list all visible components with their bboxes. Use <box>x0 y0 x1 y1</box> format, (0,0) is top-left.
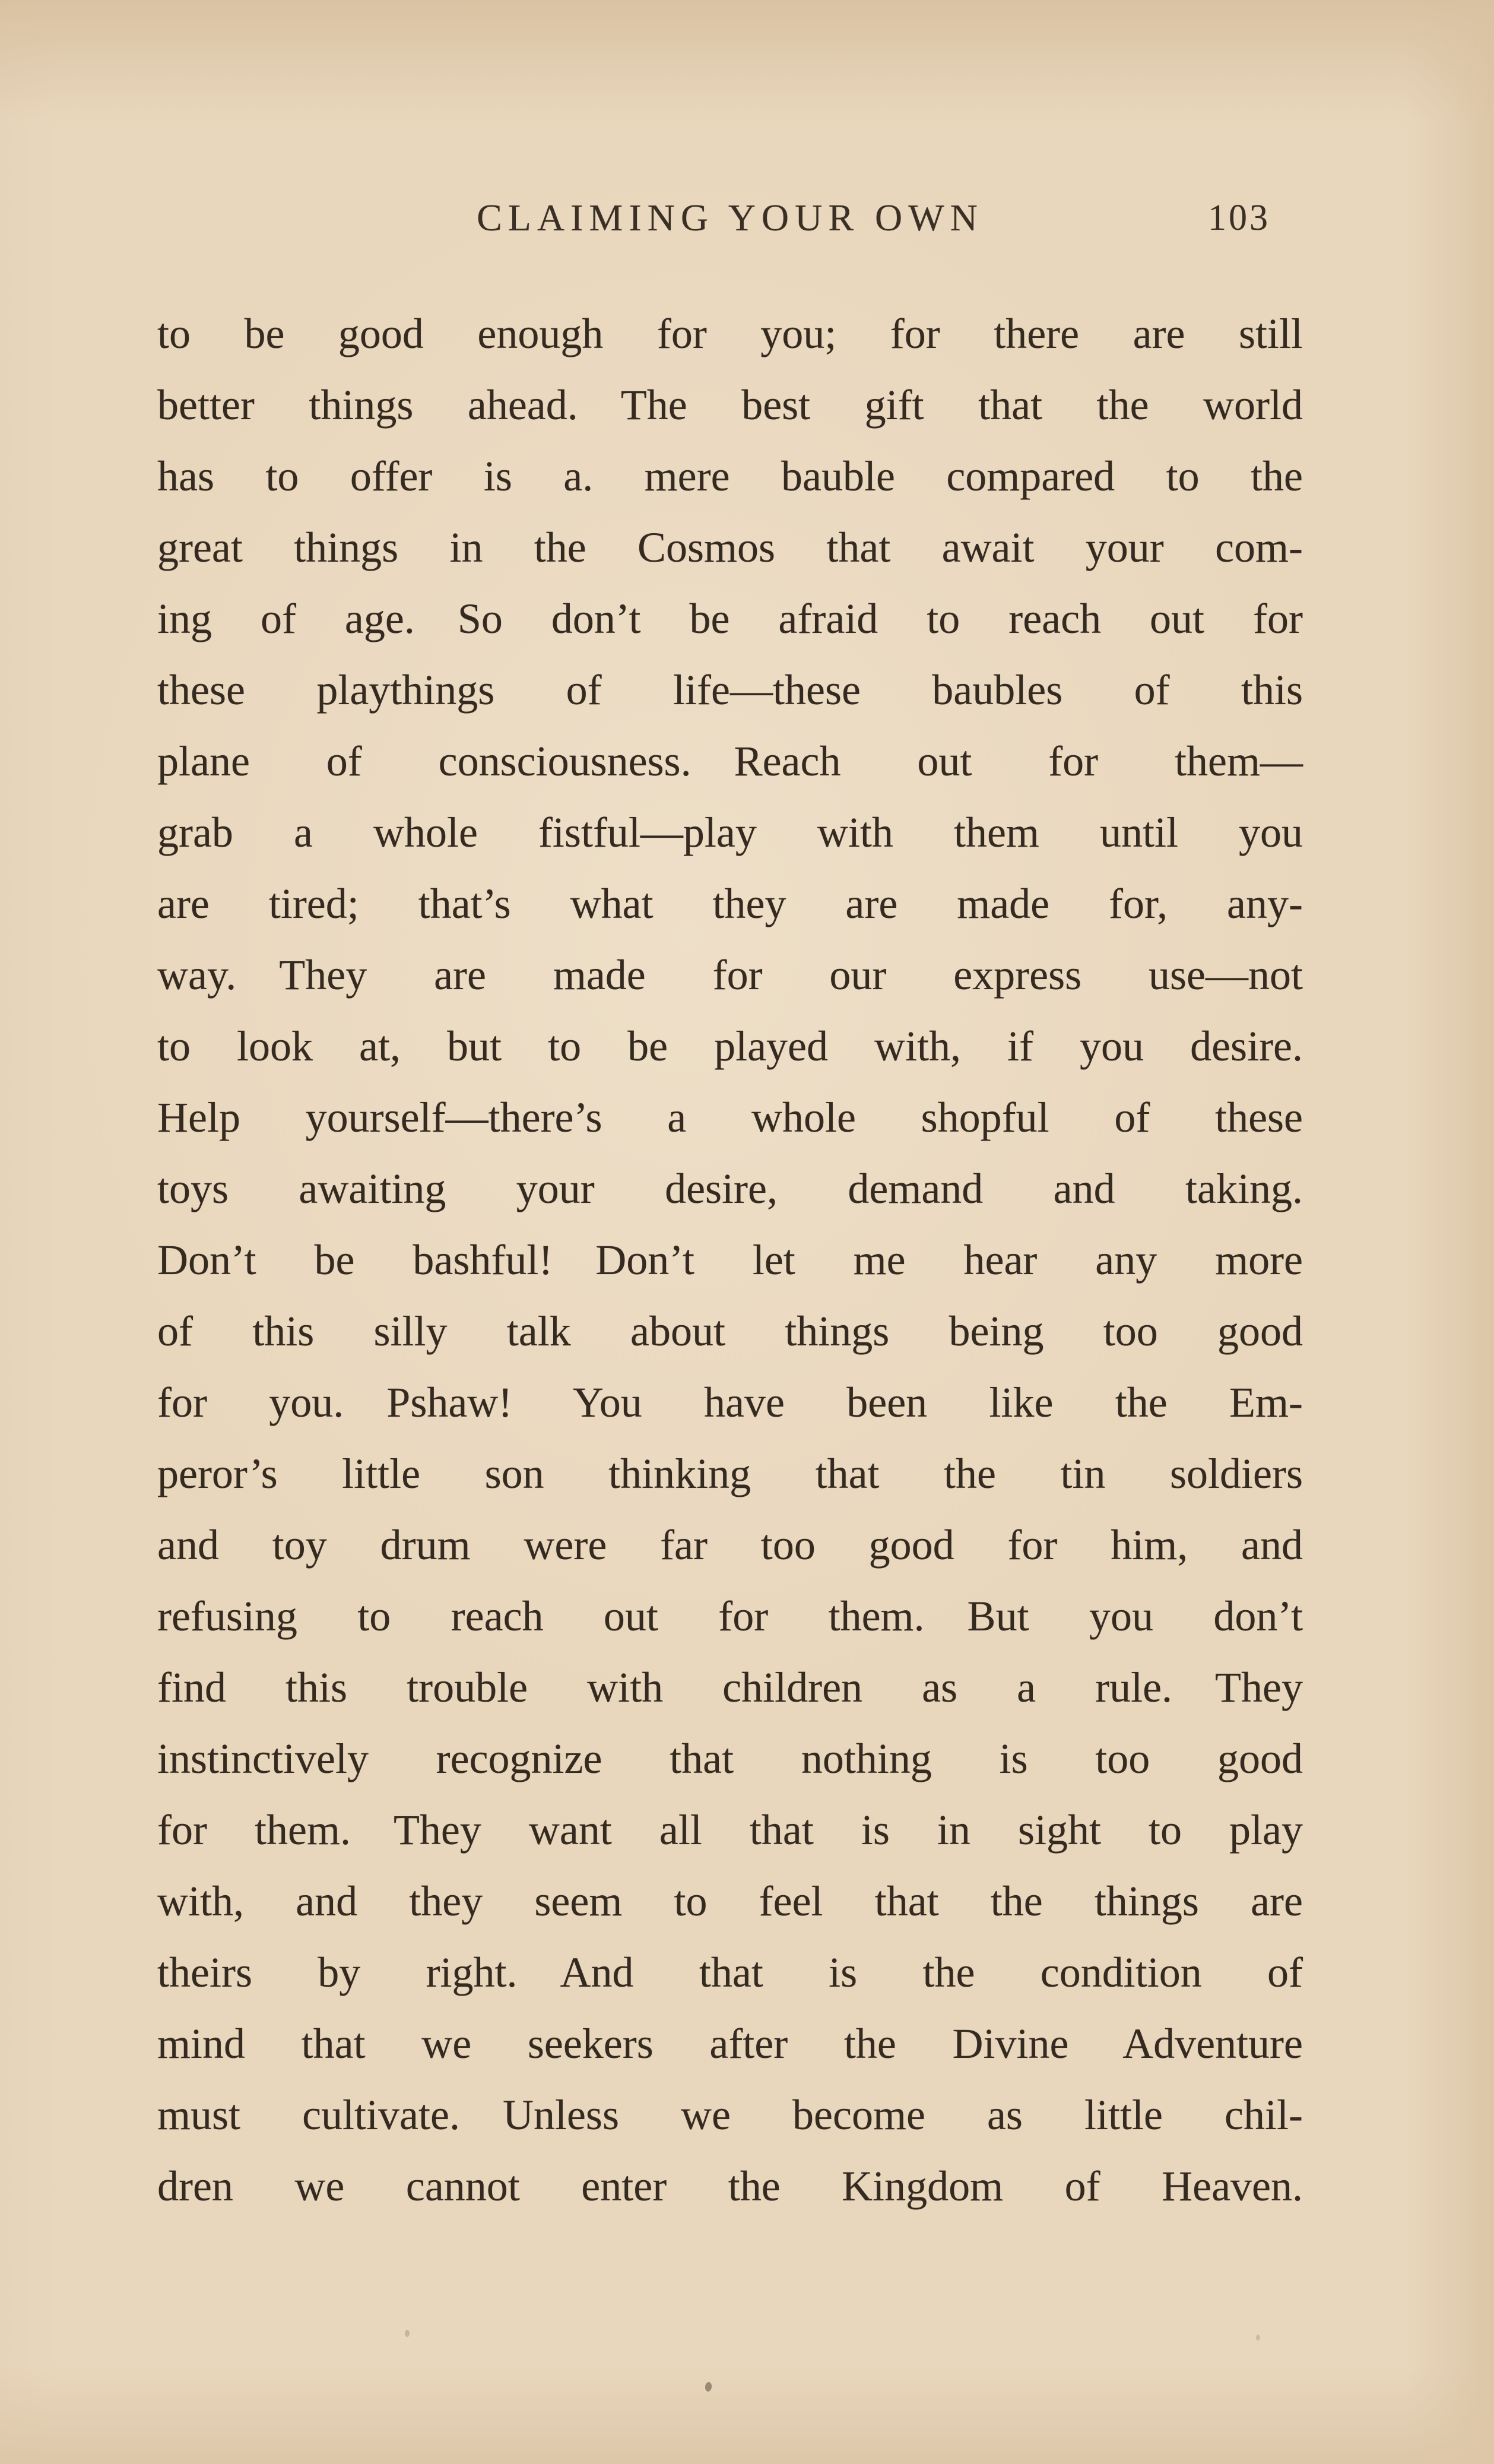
text-line: dren we cannot enter the Kingdom of Heaven. <box>157 2162 1303 2210</box>
text-line: must cultivate. Unless we become as little chil- <box>157 2091 1303 2139</box>
text-line: of this silly talk about things being too good <box>157 1307 1303 1355</box>
body-text-block <box>157 298 1303 2222</box>
text-line: instinctively recognize that nothing is too good <box>157 1735 1303 1782</box>
text-line: better things ahead. The best gift that the world <box>157 381 1303 429</box>
text-line: mind that we seekers after the Divine Adventure <box>157 2020 1303 2067</box>
ink-speck <box>705 2381 712 2392</box>
text-line: has to offer is a. mere bauble compared to the <box>157 452 1303 500</box>
text-line: way. They are made for our express use—not <box>157 951 1303 999</box>
text-line: are tired; that’s what they are made for, any- <box>157 880 1303 927</box>
text-line: plane of consciousness. Reach out for them— <box>157 737 1303 785</box>
text-line: to be good enough for you; for there are still <box>157 310 1303 357</box>
text-line: Don’t be bashful! Don’t let me hear any more <box>157 1236 1303 1284</box>
text-line: refusing to reach out for them. But you don’t <box>157 1592 1303 1640</box>
text-line: to look at, but to be played with, if you desire. <box>157 1022 1303 1070</box>
text-line: theirs by right. And that is the condition of <box>157 1949 1303 1996</box>
page-title: CLAIMING YOUR OWN <box>477 197 984 239</box>
text-line: peror’s little son thinking that the tin soldiers <box>157 1450 1303 1497</box>
text-line: ing of age. So don’t be afraid to reach out for <box>157 595 1303 642</box>
text-line: with, and they seem to feel that the things are <box>157 1877 1303 1925</box>
text-line: and toy drum were far too good for him, and <box>157 1521 1303 1569</box>
ink-speck <box>405 2330 410 2337</box>
text-line: Help yourself—there’s a whole shopful of these <box>157 1094 1303 1141</box>
text-line: these playthings of life—these baubles of this <box>157 666 1303 714</box>
running-header <box>157 196 1303 261</box>
text-line: for them. They want all that is in sight to play <box>157 1806 1303 1854</box>
text-line: find this trouble with children as a rule. They <box>157 1664 1303 1711</box>
page-number: 103 <box>1208 198 1270 238</box>
ink-speck <box>1256 2335 1260 2341</box>
text-line: toys awaiting your desire, demand and taking. <box>157 1165 1303 1212</box>
text-line: great things in the Cosmos that await your com- <box>157 524 1303 571</box>
text-line: grab a whole fistful—play with them until you <box>157 809 1303 856</box>
text-line: for you. Pshaw! You have been like the Em- <box>157 1379 1303 1426</box>
